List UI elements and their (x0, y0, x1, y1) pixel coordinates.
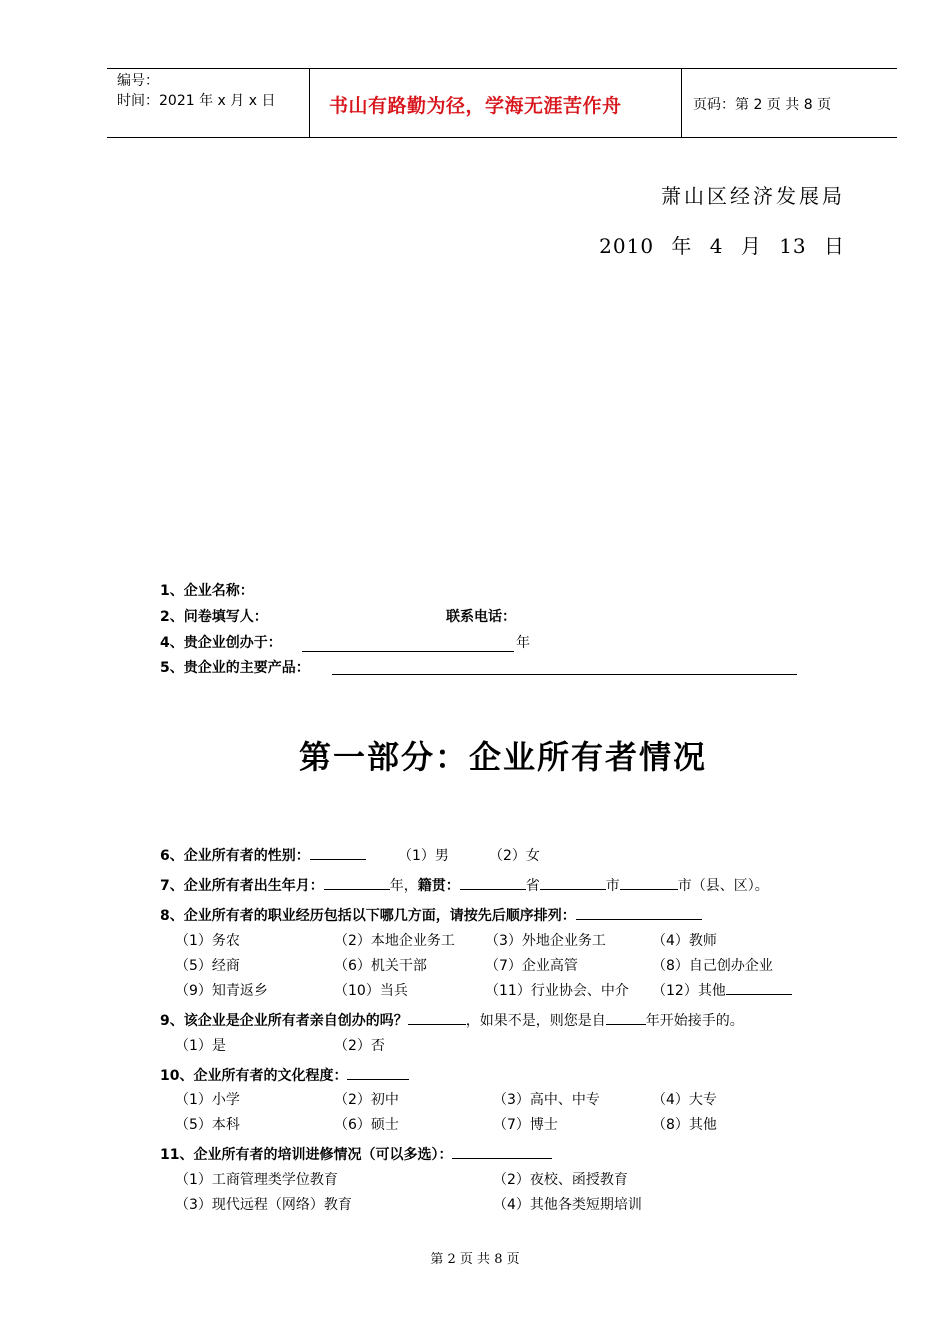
founded-unit: 年 (516, 635, 530, 651)
motto: 书山有路勤为径，学海无涯苦作舟 (329, 95, 622, 117)
q9-option: （1）是 (175, 1038, 226, 1054)
q8-option: （9）知青返乡 (175, 983, 268, 999)
q7-city-field[interactable] (540, 875, 606, 890)
q9-tail: 年开始接手的。 (645, 1013, 744, 1029)
q8-answer-field[interactable] (576, 905, 702, 920)
phone-label: 联系电话： (446, 609, 516, 625)
page-header (107, 68, 897, 138)
q10-option: （1）小学 (175, 1092, 240, 1108)
q6-option: （2）女 (489, 848, 540, 864)
q9-option: （2）否 (334, 1038, 385, 1054)
q7-province-field[interactable] (460, 875, 526, 890)
founded-field[interactable] (302, 650, 514, 652)
q11-option: （3）现代远程（网络）教育 (175, 1197, 352, 1213)
q10-option: （6）硕士 (334, 1117, 399, 1133)
q7-label: 7、企业所有者出生年月： (160, 878, 324, 894)
q10-option: （5）本科 (175, 1117, 240, 1133)
q8-option: （11）行业协会、中介 (485, 983, 629, 999)
q9-label: 9、该企业是企业所有者亲自创办的吗？ (160, 1013, 408, 1029)
founded-label: 4、贵企业创办于： (160, 635, 282, 651)
q10-option: （8）其他 (652, 1117, 717, 1133)
q8-option: （2）本地企业务工 (334, 933, 455, 949)
q7-county-field[interactable] (620, 875, 678, 890)
q7-province: 省 (525, 878, 540, 894)
q8-option: （10）当兵 (334, 983, 408, 999)
q7-county: 市（县、区）。 (677, 878, 769, 894)
header-divider (309, 69, 310, 137)
q8-option: （7）企业高管 (485, 958, 578, 974)
q10-option: （4）大专 (652, 1092, 717, 1108)
q11-option: （4）其他各类短期培训 (493, 1197, 642, 1213)
q7-year: 年， (389, 878, 418, 894)
products-field[interactable] (332, 673, 797, 675)
section-title: 第一部分：企业所有者情况 (298, 738, 707, 776)
time-label: 时间：2021 年 x 月 x 日 (117, 93, 276, 109)
page-label: 页码：第 2 页 共 8 页 (693, 97, 832, 113)
q10-answer-field[interactable] (347, 1065, 409, 1080)
products-label: 5、贵企业的主要产品： (160, 660, 310, 676)
issuer: 萧山区经济发展局 (661, 184, 845, 208)
serial-label: 编号： (117, 73, 159, 89)
q8-option: （5）经商 (175, 958, 240, 974)
page-footer: 第 2 页 共 8 页 (430, 1252, 520, 1267)
q7 (160, 875, 769, 895)
q7-city: 市 (605, 878, 620, 894)
q7-native-label: 籍贯： (417, 878, 460, 894)
q8-option: （6）机关干部 (334, 958, 427, 974)
q6 (160, 845, 366, 865)
q8-option: （1）务农 (175, 933, 240, 949)
q8-option: （4）教师 (652, 933, 717, 949)
q8-other-field[interactable] (726, 980, 792, 995)
q10-option: （7）博士 (493, 1117, 558, 1133)
q9 (160, 1010, 744, 1030)
q10-label: 10、企业所有者的文化程度： (160, 1068, 348, 1084)
q10 (160, 1065, 409, 1085)
q9-year-field[interactable] (606, 1010, 646, 1025)
q11-option: （1）工商管理类学位教育 (175, 1172, 338, 1188)
q8-option: （8）自己创办企业 (652, 958, 773, 974)
q8-option-label: （12）其他 (652, 983, 726, 999)
q9-mid: ，如果不是，则您是自 (465, 1013, 606, 1029)
q11-answer-field[interactable] (452, 1144, 552, 1159)
q11 (160, 1144, 552, 1164)
header-divider (681, 69, 682, 137)
issue-date: 2010 年 4 月 13 日 (599, 234, 845, 258)
q8-option: （3）外地企业务工 (485, 933, 606, 949)
q8 (160, 905, 702, 925)
q10-option: （2）初中 (334, 1092, 399, 1108)
q8-option (652, 980, 792, 1000)
q6-option: （1）男 (398, 848, 449, 864)
q6-answer-field[interactable] (310, 845, 366, 860)
q8-label: 8、企业所有者的职业经历包括以下哪几方面，请按先后顺序排列： (160, 908, 576, 924)
q11-label: 11、企业所有者的培训进修情况（可以多选）： (160, 1147, 453, 1163)
q9-answer-field[interactable] (408, 1010, 466, 1025)
company-name-label: 1、企业名称： (160, 583, 254, 599)
q7-birth-field[interactable] (324, 875, 390, 890)
q11-option: （2）夜校、函授教育 (493, 1172, 628, 1188)
q6-label: 6、企业所有者的性别： (160, 848, 310, 864)
q10-option: （3）高中、中专 (493, 1092, 600, 1108)
filler-label: 2、问卷填写人： (160, 609, 268, 625)
